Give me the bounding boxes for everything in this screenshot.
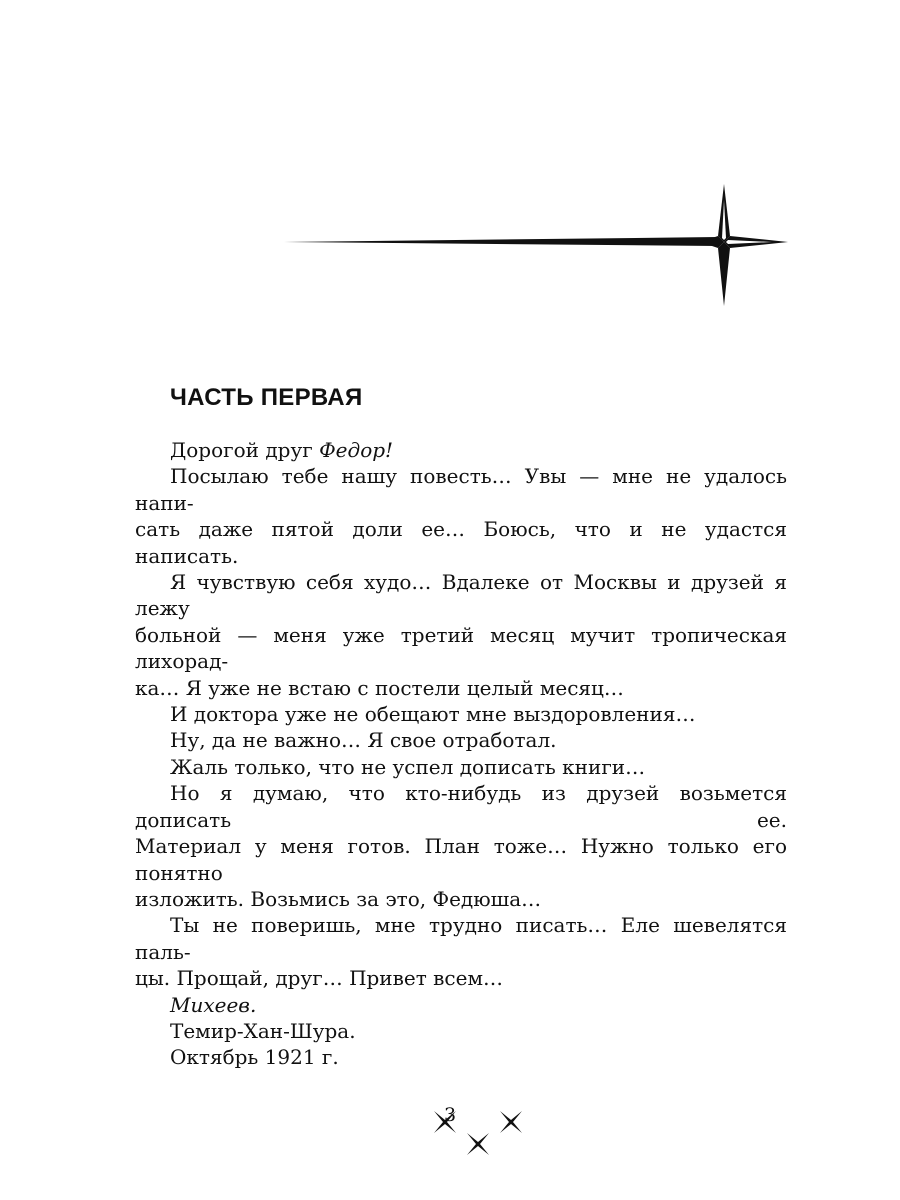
paragraph-6 <box>135 780 787 912</box>
paragraph-1 <box>135 463 787 569</box>
paragraph-2-line-2: больной — меня уже третий месяц мучит тропическая лихорад- <box>135 622 787 674</box>
paragraph-7-line-1: Ты не поверишь, мне трудно писать… Еле шевелятся паль- <box>135 913 787 964</box>
paragraph-6-line-3: изложить. Возьмись за это, Федюша… <box>135 886 542 911</box>
paragraph-2-line-1: Я чувствую себя худо… Вдалеке от Москвы и друзей я лежу <box>135 570 787 621</box>
signature: Михеев. <box>170 992 257 1017</box>
paragraph-1-line-1: Посылаю тебе нашу повесть… Увы — мне не удалось напи- <box>135 464 787 515</box>
place: Темир-Хан-Шура. <box>170 1018 356 1043</box>
salutation-prefix: Дорогой друг <box>170 438 320 462</box>
page-number: 3 <box>443 1104 457 1126</box>
compass-star-icon <box>282 180 792 310</box>
salutation-name: Федор! <box>319 438 394 462</box>
paragraph-3: И доктора уже не обещают мне выздоровления… <box>170 702 696 727</box>
paragraph-7 <box>135 912 787 991</box>
paragraph-1-line-2: сать даже пятой доли ее… Боюсь, что и не удастся написать. <box>135 517 787 568</box>
chapter-heading: ЧАСТЬ ПЕРВАЯ <box>170 384 363 411</box>
paragraph-5: Жаль только, что не успел дописать книги… <box>170 754 646 779</box>
paragraph-4: Ну, да не важно… Я свое отработал. <box>170 728 557 753</box>
star-ray-down <box>718 242 730 306</box>
paragraph-2-line-3: ка… Я уже не встаю с постели целый месяц… <box>135 675 624 700</box>
paragraph-7-line-2: цы. Прощай, друг… Привет всем… <box>135 966 504 991</box>
paragraph-2 <box>135 569 787 701</box>
salutation <box>135 437 787 463</box>
footer-star-bottom <box>467 1133 489 1155</box>
paragraph-6-line-1: Но я думаю, что кто-нибудь из друзей возьмется дописать ее. <box>135 781 787 832</box>
ornament-line <box>284 237 718 246</box>
date: Октябрь 1921 г. <box>170 1045 339 1070</box>
letter-body <box>135 437 787 1071</box>
paragraph-6-line-2: Материал у меня готов. План тоже… Нужно только его понятно <box>135 834 787 885</box>
